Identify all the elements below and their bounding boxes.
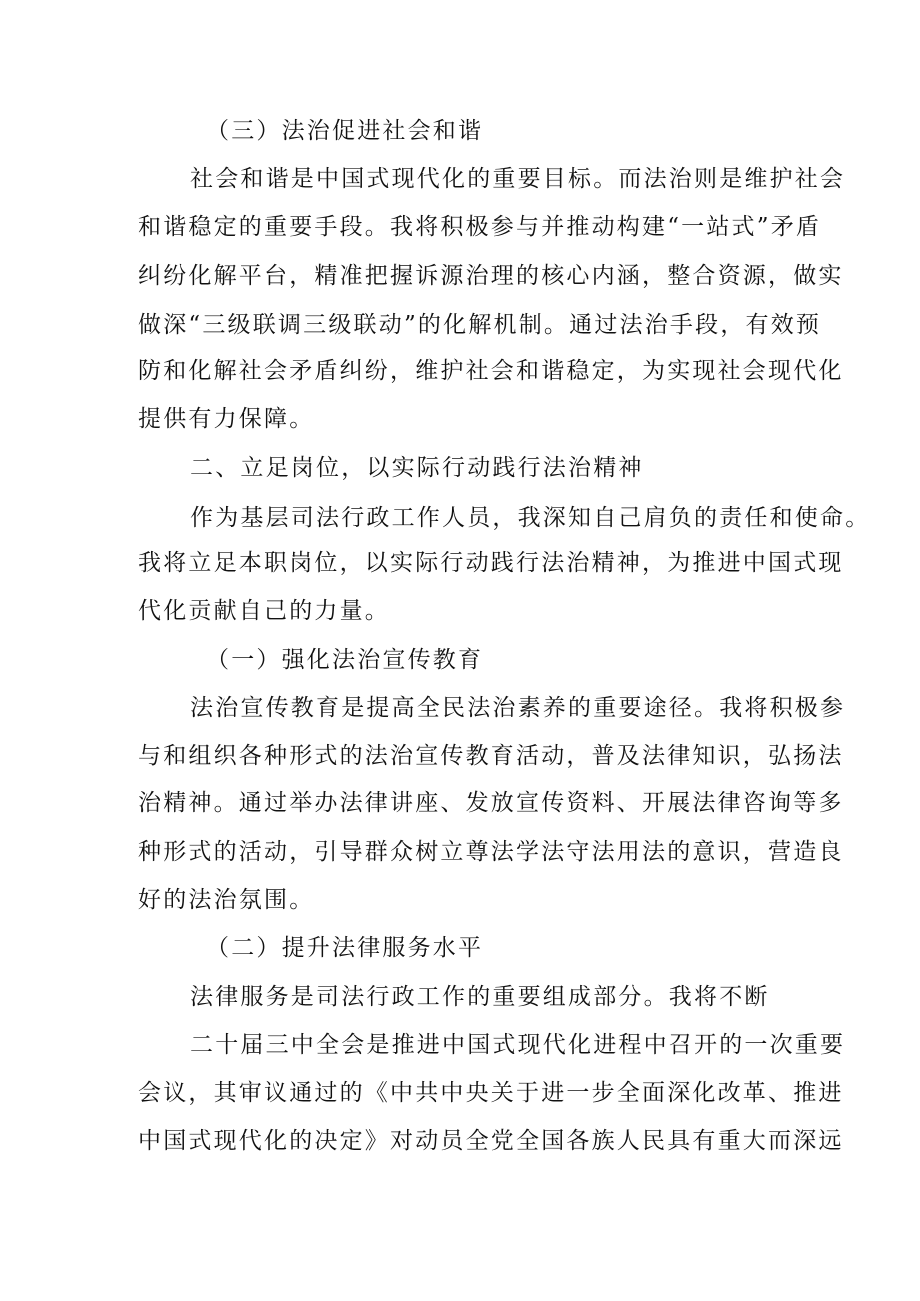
paragraph-line: 种形式的活动，引导群众树立尊法学法守法用法的意识，营造良 (138, 839, 844, 865)
paragraph-line: 法治宣传教育是提高全民法治素养的重要途径。我将积极参 (190, 695, 846, 721)
paragraph-line: 代化贡献自己的力量。 (138, 598, 390, 624)
subheading-one: （一）强化法治宣传教育 (206, 647, 484, 673)
paragraph-line: 纠纷化解平台，精准把握诉源治理的核心内涵，整合资源，做实 (138, 263, 844, 289)
subheading-three: （三）法治促进社会和谐 (206, 118, 484, 144)
paragraph-line: 防和化解社会矛盾纠纷，维护社会和谐稳定，为实现社会现代化 (138, 358, 844, 384)
paragraph-line: 中国式现代化的决定》对动员全党全国各族人民具有重大而深远 (138, 1128, 844, 1154)
paragraph-line: 治精神。通过举办法律讲座、发放宣传资料、开展法律咨询等多 (138, 790, 844, 816)
paragraph-line: 我将立足本职岗位，以实际行动践行法治精神，为推进中国式现 (138, 550, 844, 576)
paragraph-line: 做深“三级联调三级联动”的化解机制。通过法治手段，有效预 (138, 312, 822, 338)
paragraph-line: 会议，其审议通过的《中共中央关于进一步全面深化改革、推进 (138, 1080, 844, 1106)
paragraph-line: 和谐稳定的重要手段。我将积极参与并推动构建“一站式”矛盾 (138, 214, 822, 240)
paragraph-line: 提供有力保障。 (138, 406, 315, 432)
paragraph-line: 二十届三中全会是推进中国式现代化进程中召开的一次重要 (190, 1032, 846, 1058)
paragraph-line: 与和组织各种形式的法治宣传教育活动，普及法律知识，弘扬法 (138, 743, 844, 769)
paragraph-line: 作为基层司法行政工作人员，我深知自己肩负的责任和使命。 (190, 505, 871, 531)
paragraph-line: 好的法治氛围。 (138, 887, 315, 913)
paragraph-line: 社会和谐是中国式现代化的重要目标。而法治则是维护社会 (190, 166, 846, 192)
section-heading-two: 二、立足岗位，以实际行动践行法治精神 (190, 455, 644, 481)
paragraph-line: 法律服务是司法行政工作的重要组成部分。我将不断 (190, 984, 770, 1010)
subheading-two: （二）提升法律服务水平 (206, 935, 484, 961)
